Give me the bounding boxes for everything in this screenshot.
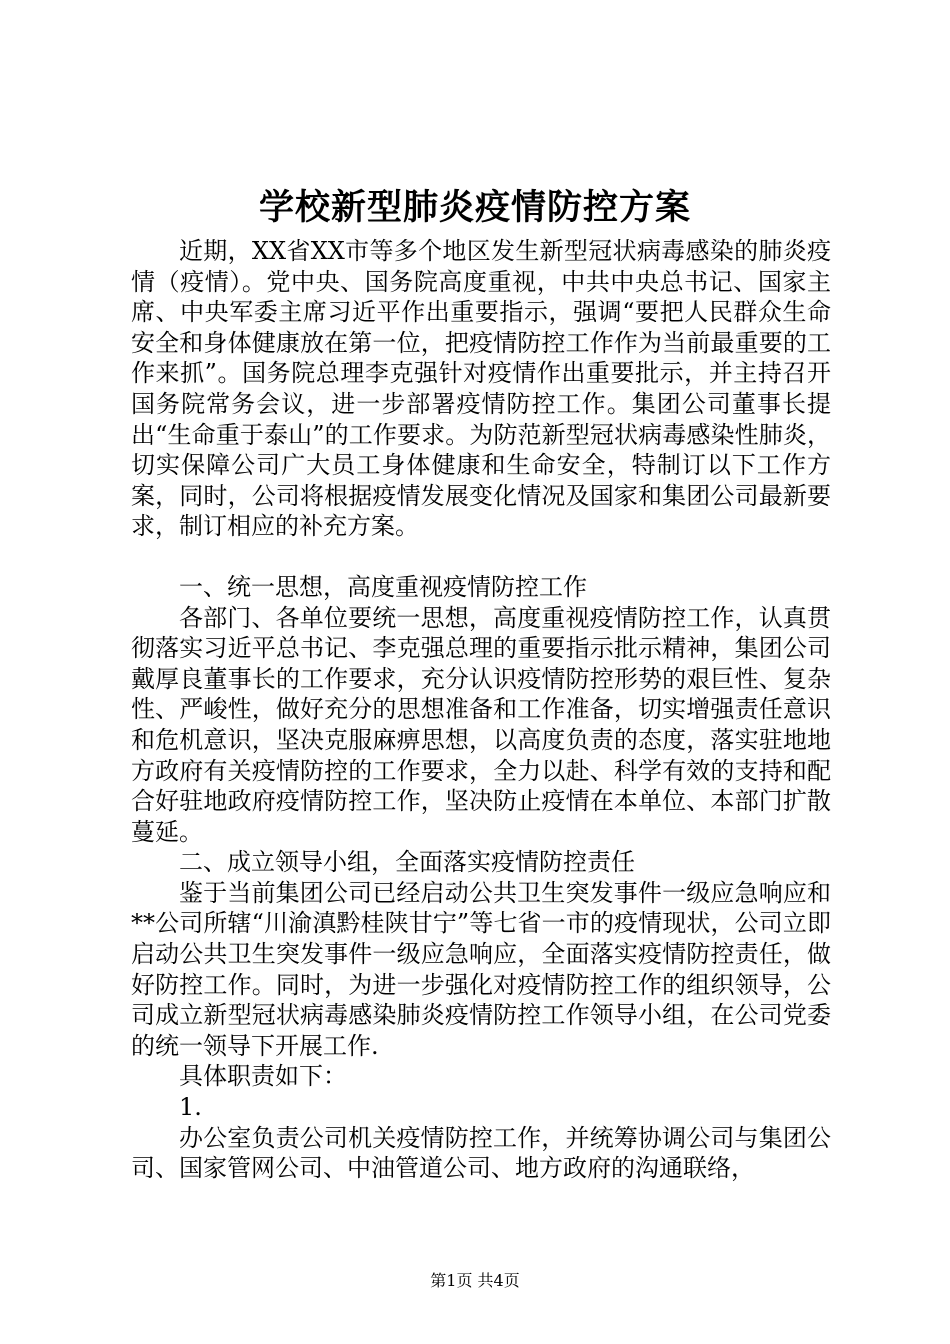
section-heading-1: 一、统一思想，高度重视疫情防控工作	[179, 572, 587, 601]
duties-intro: 具体职责如下：	[179, 1062, 347, 1091]
section-heading-2: 二、成立领导小组，全面落实疫情防控责任	[179, 848, 635, 877]
list-number-1: 1.	[179, 1093, 202, 1122]
section-paragraph-1: 各部门、各单位要统一思想，高度重视疫情防控工作，认真贯彻落实习近平总书记、李克强总理的重要指示批示精神，集团公司戴厚良董事长的工作要求，充分认识疫情防控形势的艰巨性、复杂性、严峻性，做好充分的思想准备和工作准备，切实增强责任意识和危机意识，坚决克服麻痹思想，以高度负责的态度，落实驻地地方政府有关疫情防控的工作要求，全力以赴、科学有效的支持和配合好驻地政府疫情防控工作，坚决防止疫情在本单位、本部门扩散蔓延。	[131, 603, 831, 846]
duty-paragraph-1: 办公室负责公司机关疫情防控工作，并统筹协调公司与集团公司、国家管网公司、中油管道公司、地方政府的沟通联络，	[131, 1123, 831, 1183]
document-body	[131, 236, 831, 1184]
intro-paragraph: 近期，XX省XX市等多个地区发生新型冠状病毒感染的肺炎疫情（疫情）。党中央、国务院高度重视，中共中央总书记、国家主席、中央军委主席习近平作出重要指示，强调“要把人民群众生命安全和身体健康放在第一位，把疫情防控工作作为当前最重要的工作来抓”。国务院总理李克强针对疫情作出重要批示，并主持召开国务院常务会议，进一步部署疫情防控工作。集团公司董事长提出“生命重于泰山”的工作要求。为防范新型冠状病毒感染性肺炎，切实保障公司广大员工身体健康和生命安全，特制订以下工作方案，同时，公司将根据疫情发展变化情况及国家和集团公司最新要求，制订相应的补充方案。	[131, 237, 831, 541]
page-footer: 第1页 共4页	[430, 1271, 520, 1290]
document-title: 学校新型肺炎疫情防控方案	[258, 187, 691, 228]
section-paragraph-2: 鉴于当前集团公司已经启动公共卫生突发事件一级应急响应和**公司所辖“川渝滇黔桂陕甘宁”等七省一市的疫情现状，公司立即启动公共卫生突发事件一级应急响应，全面落实疫情防控责任，做好防控工作。同时，为进一步强化对疫情防控工作的组织领导，公司成立新型冠状病毒感染肺炎疫情防控工作领导小组，在公司党委的统一领导下开展工作.	[131, 878, 831, 1060]
